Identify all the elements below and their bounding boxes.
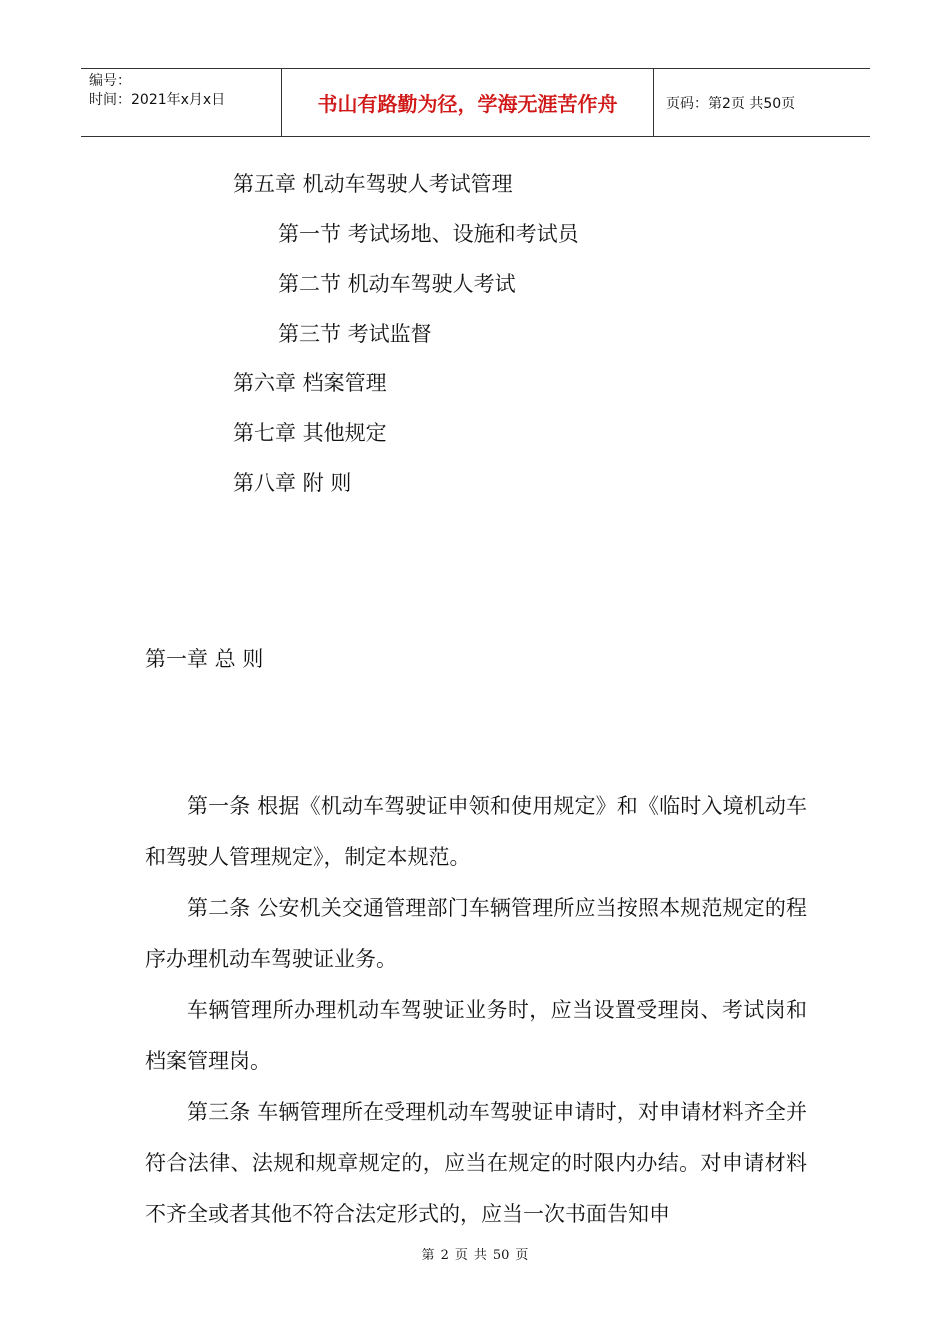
chapter-title: 第一章 总 则 bbox=[145, 647, 264, 671]
article-2: 第二条 公安机关交通管理部门车辆管理所应当按照本规范规定的程序办理机动车驾驶证业务。 bbox=[145, 896, 807, 971]
footer-total-pages: 50 bbox=[492, 1248, 510, 1263]
footer-page-unit: 页 bbox=[454, 1248, 468, 1263]
page-header bbox=[81, 68, 870, 137]
footer-prefix: 第 bbox=[421, 1248, 435, 1263]
header-page-code: 页码：第2页 共50页 bbox=[666, 95, 796, 112]
article-3: 第三条 车辆管理所在受理机动车驾驶证申请时，对申请材料齐全并符合法律、法规和规章规定的，应当在规定的时限内办结。对申请材料不齐全或者其他不符合法定形式的，应当一次书面告知申 bbox=[145, 1100, 807, 1226]
toc-section-3: 第三节 考试监督 bbox=[278, 322, 432, 346]
footer-total-unit: 页 bbox=[515, 1248, 529, 1263]
article-2-extra: 车辆管理所办理机动车驾驶证业务时，应当设置受理岗、考试岗和档案管理岗。 bbox=[145, 998, 807, 1073]
footer-total-prefix: 共 bbox=[473, 1248, 487, 1263]
toc-chapter-6: 第六章 档案管理 bbox=[233, 371, 387, 395]
toc-section-2: 第二节 机动车驾驶人考试 bbox=[278, 272, 516, 296]
header-motto: 书山有路勤为径，学海无涯苦作舟 bbox=[282, 69, 654, 136]
document-number-label: 编号： bbox=[89, 73, 131, 89]
page-footer bbox=[0, 1244, 950, 1263]
document-time: 时间：2021年x月x日 bbox=[89, 92, 226, 108]
header-meta bbox=[81, 69, 282, 136]
toc-chapter-7: 第七章 其他规定 bbox=[233, 421, 387, 445]
toc-chapter-5: 第五章 机动车驾驶人考试管理 bbox=[233, 172, 513, 196]
article-1: 第一条 根据《机动车驾驶证申领和使用规定》和《临时入境机动车和驾驶人管理规定》，制定本规范。 bbox=[145, 794, 807, 869]
body-text bbox=[145, 781, 807, 1240]
toc-section-1: 第一节 考试场地、设施和考试员 bbox=[278, 222, 579, 246]
toc-chapter-8: 第八章 附 则 bbox=[233, 471, 352, 495]
footer-page-number: 2 bbox=[440, 1248, 449, 1263]
